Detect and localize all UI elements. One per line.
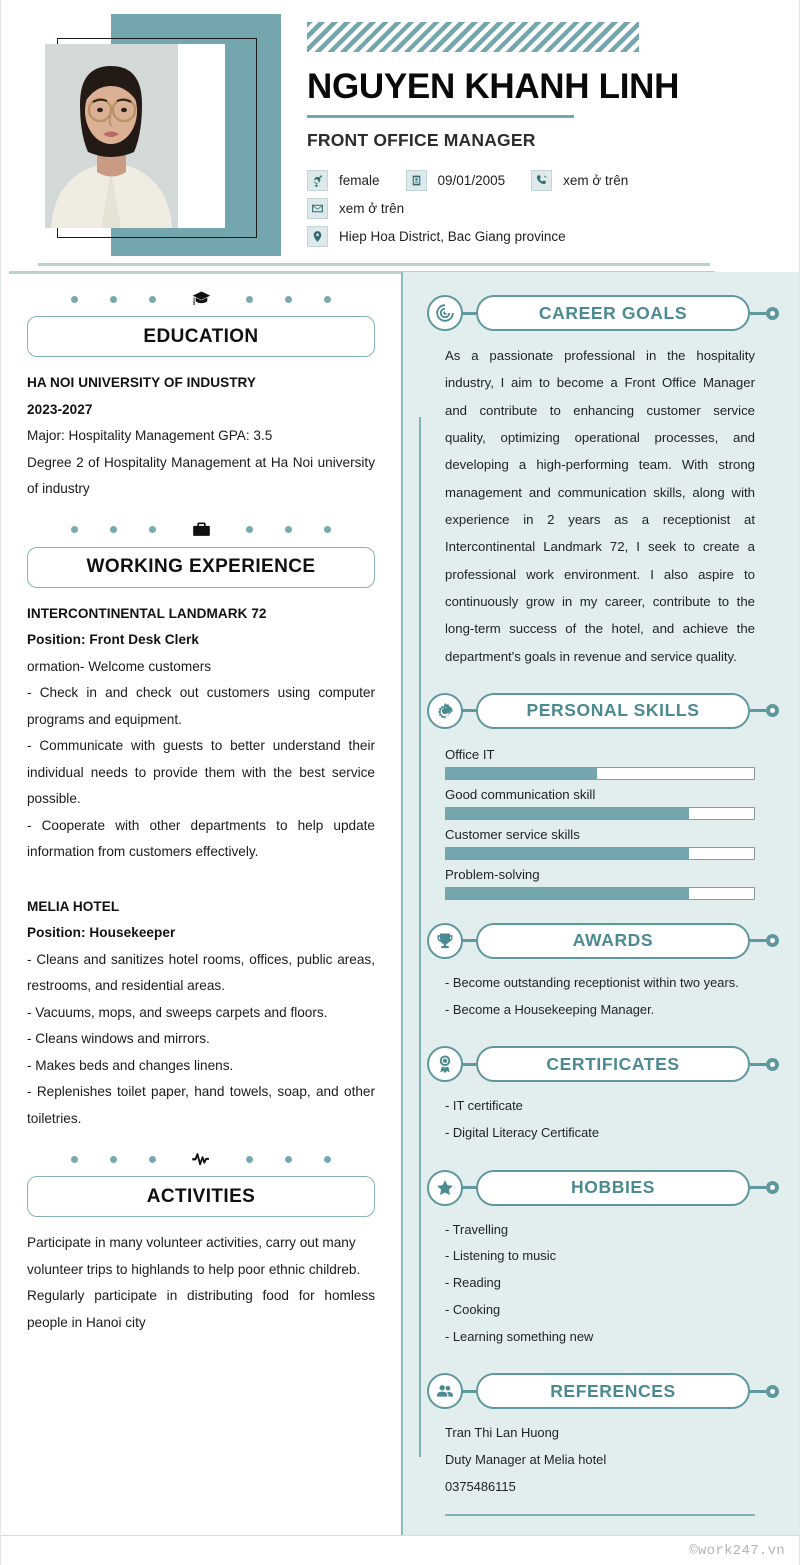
job2-duty: - Makes beds and changes linens. xyxy=(27,1057,234,1073)
job1-duty: - Communicate with guests to better understand their individual needs to provide them with the best service possible. xyxy=(27,738,375,806)
dot xyxy=(71,296,78,303)
education-title: EDUCATION xyxy=(143,325,259,347)
hobbies-body xyxy=(421,1211,779,1351)
hobbies-title: HOBBIES xyxy=(571,1177,655,1198)
skill-item xyxy=(445,867,755,900)
awards-pill xyxy=(476,923,750,959)
reference-phone: 0375486115 xyxy=(445,1478,516,1494)
star-icon xyxy=(427,1170,463,1206)
contact-info xyxy=(307,170,769,247)
skill-progress-fill xyxy=(446,848,689,859)
personal-skills-pill xyxy=(476,693,750,729)
connector-knob xyxy=(766,1181,779,1194)
name-underline xyxy=(307,115,574,118)
avatar xyxy=(45,44,178,228)
contact-email-text: xem ở trên xyxy=(339,200,405,216)
dot xyxy=(246,296,253,303)
job1-position: Position: Front Desk Clerk xyxy=(27,632,200,647)
references-underline xyxy=(445,1514,755,1516)
award-item: - Become outstanding receptionist within two years. xyxy=(445,974,739,990)
references-title: REFERENCES xyxy=(550,1380,676,1401)
activities-dot-row xyxy=(27,1144,375,1174)
dot xyxy=(285,1156,292,1163)
medal-icon xyxy=(427,1046,463,1082)
references-pill xyxy=(476,1373,750,1409)
cv-body xyxy=(1,272,799,1535)
hobby-item: - Listening to music xyxy=(445,1248,557,1264)
dot xyxy=(71,1156,78,1163)
connector-right xyxy=(750,1063,766,1066)
skill-progress-fill xyxy=(446,808,689,819)
connector-left xyxy=(462,1186,476,1189)
section-education xyxy=(27,284,375,503)
people-icon xyxy=(427,1373,463,1409)
job2-position: Position: Housekeeper xyxy=(27,925,176,940)
skill-progress-fill xyxy=(446,888,689,899)
section-references xyxy=(421,1368,779,1516)
connector-knob xyxy=(766,1385,779,1398)
section-activities xyxy=(27,1144,375,1336)
target-icon xyxy=(427,295,463,331)
contact-row-2 xyxy=(307,198,769,219)
section-working-experience xyxy=(27,515,375,1133)
career-goals-header xyxy=(427,290,779,336)
right-column-accent-line xyxy=(419,417,421,1457)
dot xyxy=(324,1156,331,1163)
certificate-item: - Digital Literacy Certificate xyxy=(445,1125,600,1141)
pulse-icon xyxy=(188,1148,214,1170)
activities-title: ACTIVITIES xyxy=(146,1185,256,1207)
personal-skills-title: PERSONAL SKILLS xyxy=(526,700,700,721)
location-icon xyxy=(307,226,328,247)
job1-duty: ormation- Welcome customers xyxy=(27,658,212,674)
connector-right xyxy=(750,709,766,712)
dot xyxy=(324,526,331,533)
hobby-item: - Cooking xyxy=(445,1301,501,1317)
calendar-icon xyxy=(406,170,427,191)
personal-skills-header xyxy=(427,688,779,734)
job1-company: INTERCONTINENTAL LANDMARK 72 xyxy=(27,605,267,621)
certificate-item: - IT certificate xyxy=(445,1098,523,1114)
experience-content xyxy=(27,588,375,1133)
header-text-zone xyxy=(301,0,799,272)
certificates-header xyxy=(427,1041,779,1087)
right-column xyxy=(401,272,799,1535)
job2-duty: - Replenishes toilet paper, hand towels, soap, and other toiletries. xyxy=(27,1084,375,1126)
skill-item xyxy=(445,787,755,820)
skill-progress-bar xyxy=(445,767,755,780)
dot xyxy=(149,1156,156,1163)
skill-progress-bar xyxy=(445,887,755,900)
connector-left xyxy=(462,1063,476,1066)
dot xyxy=(246,526,253,533)
certificates-body xyxy=(421,1087,779,1146)
section-hobbies xyxy=(421,1165,779,1351)
skill-label: Office IT xyxy=(445,746,495,762)
connector-right xyxy=(750,1186,766,1189)
activities-content xyxy=(27,1217,375,1336)
certificates-title: CERTIFICATES xyxy=(546,1053,680,1074)
hobbies-header xyxy=(427,1165,779,1211)
education-content xyxy=(27,357,375,503)
job2-duty: - Vacuums, mops, and sweeps carpets and floors. xyxy=(27,1004,328,1020)
connector-knob xyxy=(766,704,779,717)
cv-header xyxy=(1,0,799,272)
connector-left xyxy=(462,312,476,315)
contact-address-text: Hiep Hoa District, Bac Giang province xyxy=(339,228,566,244)
contact-row-1 xyxy=(307,170,769,191)
experience-title-box xyxy=(27,547,375,588)
section-career-goals xyxy=(421,290,779,670)
gender-icon xyxy=(307,170,328,191)
education-major: Major: Hospitality Management GPA: 3.5 xyxy=(27,428,273,443)
contact-dob-text: 09/01/2005 xyxy=(437,172,506,188)
skill-item xyxy=(445,827,755,860)
career-goals-title: CAREER GOALS xyxy=(538,302,688,323)
left-column xyxy=(1,272,401,1535)
contact-gender xyxy=(307,170,380,191)
job1-duty: - Cooperate with other departments to help update information from customers effectively. xyxy=(27,817,375,859)
connector-right xyxy=(750,1390,766,1393)
skill-progress-fill xyxy=(446,768,597,779)
activity-item: Regularly participate in distributing food for homless people in Hanoi city xyxy=(27,1288,375,1330)
dot xyxy=(110,1156,117,1163)
skill-label: Problem-solving xyxy=(445,866,540,882)
dot xyxy=(110,526,117,533)
contact-row-3 xyxy=(307,226,769,247)
awards-title: AWARDS xyxy=(572,930,654,951)
section-certificates xyxy=(421,1041,779,1146)
hobby-item: - Travelling xyxy=(445,1221,509,1237)
connector-knob xyxy=(766,934,779,947)
job2-duty: - Cleans and sanitizes hotel rooms, offices, public areas, restrooms, and residential areas. xyxy=(27,951,375,993)
connector-knob xyxy=(766,1058,779,1071)
connector-right xyxy=(750,939,766,942)
connector-left xyxy=(462,709,476,712)
reference-name: Tran Thi Lan Huong xyxy=(445,1425,559,1441)
contact-dob xyxy=(406,170,506,191)
education-years: 2023-2027 xyxy=(27,401,93,417)
education-school: HA NOI UNIVERSITY OF INDUSTRY xyxy=(27,375,257,390)
contact-gender-text: female xyxy=(339,172,380,188)
skill-progress-bar xyxy=(445,807,755,820)
education-dot-row xyxy=(27,284,375,314)
connector-right xyxy=(750,312,766,315)
skill-progress-bar xyxy=(445,847,755,860)
dot xyxy=(110,296,117,303)
references-body xyxy=(421,1414,779,1500)
dot xyxy=(71,526,78,533)
section-personal-skills xyxy=(421,688,779,900)
page-footer xyxy=(1,1535,799,1565)
hobby-item: - Learning something new xyxy=(445,1328,594,1344)
header-divider-top xyxy=(38,263,710,266)
job1-duty: - Check in and check out customers using computer programs and equipment. xyxy=(27,685,375,727)
graduation-cap-icon xyxy=(188,288,214,310)
page-title: NGUYEN KHANH LINH xyxy=(307,67,680,106)
experience-dot-row xyxy=(27,515,375,545)
hobby-item: - Reading xyxy=(445,1275,501,1291)
hobbies-pill xyxy=(476,1170,750,1206)
activity-item: Participate in many volunteer activities, carry out many volunteer trips to highlands to help poor ethnic childreb. xyxy=(27,1235,361,1277)
skill-label: Good communication skill xyxy=(445,786,596,802)
gear-icon xyxy=(427,693,463,729)
connector-left xyxy=(462,1390,476,1393)
certificates-pill xyxy=(476,1046,750,1082)
phone-icon xyxy=(531,170,552,191)
skills-list xyxy=(421,734,779,900)
award-item: - Become a Housekeeping Manager. xyxy=(445,1001,655,1017)
career-goals-body xyxy=(421,336,779,670)
education-title-box xyxy=(27,316,375,357)
email-icon xyxy=(307,198,328,219)
dot xyxy=(149,526,156,533)
contact-address xyxy=(307,226,566,247)
dot xyxy=(285,296,292,303)
trophy-icon xyxy=(427,923,463,959)
education-degree: Degree 2 of Hospitality Management at Ha Noi university of industry xyxy=(27,454,375,496)
stripe-decoration xyxy=(307,22,639,52)
activities-title-box xyxy=(27,1176,375,1217)
profile-photo-zone xyxy=(1,0,301,272)
awards-header xyxy=(427,918,779,964)
job-title: FRONT OFFICE MANAGER xyxy=(307,129,536,150)
skill-item xyxy=(445,747,755,780)
dot xyxy=(149,296,156,303)
job2-company: MELIA HOTEL xyxy=(27,898,120,914)
connector-knob xyxy=(766,307,779,320)
reference-role: Duty Manager at Melia hotel xyxy=(445,1451,607,1467)
awards-body xyxy=(421,964,779,1023)
connector-left xyxy=(462,939,476,942)
experience-title: WORKING EXPERIENCE xyxy=(86,556,316,577)
career-goals-pill xyxy=(476,295,750,331)
dot xyxy=(324,296,331,303)
dot xyxy=(285,526,292,533)
experience-spacer xyxy=(27,866,375,894)
contact-phone[interactable] xyxy=(531,170,628,191)
footer-credit: ©work247.vn xyxy=(689,1542,785,1559)
dot xyxy=(246,1156,253,1163)
job2-duty: - Cleans windows and mirrors. xyxy=(27,1031,210,1046)
career-goals-text: As a passionate professional in the hospitality industry, I aim to become a Front Office Manager and contribute to enhancing customer service quality, optimizing operational processes, and developing a high-performing team. With strong management and communication skills, along with experience in 2 years as a receptionist at Intercontinental Landmark 72, I seek to create a professional work environment. I also aspire to continuously grow in my career, contribute to the long-term success of the hotel, and achieve the department's goals in revenue and service quality. xyxy=(445,348,755,664)
contact-email[interactable] xyxy=(307,198,404,219)
references-header xyxy=(427,1368,779,1414)
contact-phone-text: xem ở trên xyxy=(563,172,629,188)
section-awards xyxy=(421,918,779,1023)
briefcase-icon xyxy=(188,519,214,541)
skill-label: Customer service skills xyxy=(445,826,580,842)
